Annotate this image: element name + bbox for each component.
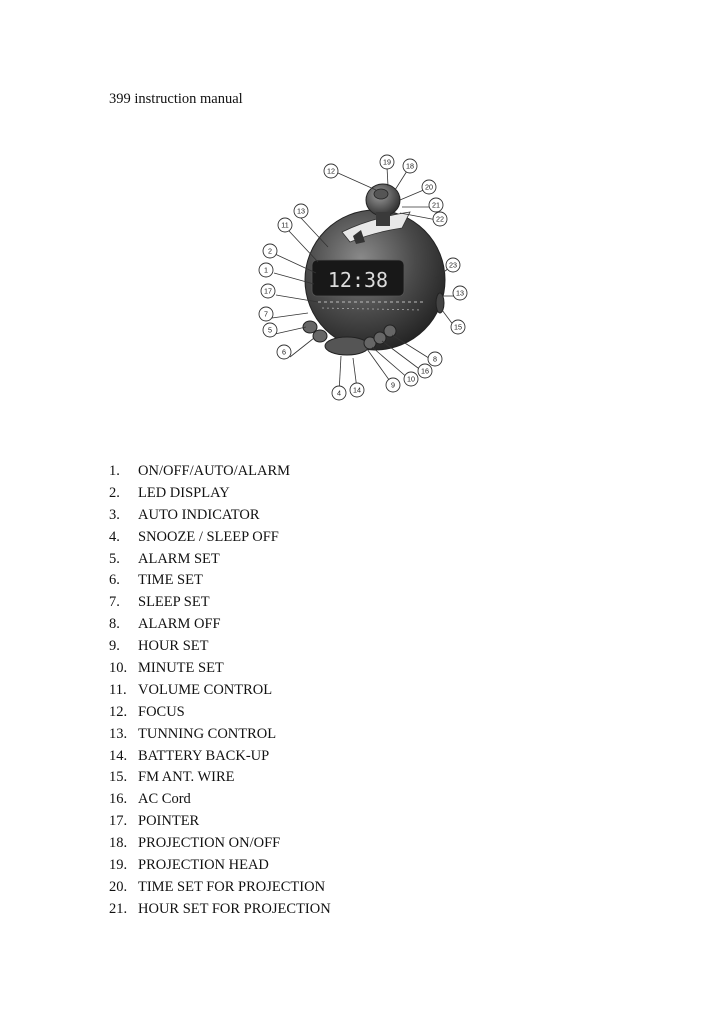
item-number: 1. <box>109 463 120 479</box>
item-number: 13. <box>109 725 128 742</box>
list-item <box>109 505 331 527</box>
item-number: 10. <box>109 660 128 677</box>
svg-text:8: 8 <box>433 354 437 364</box>
list-item <box>109 570 331 592</box>
callout-7 <box>259 307 273 321</box>
item-label: AC Cord <box>138 791 191 808</box>
svg-text:2: 2 <box>268 246 272 256</box>
callout-10 <box>404 372 418 386</box>
item-number: 5. <box>109 550 120 567</box>
callout-16 <box>418 364 432 378</box>
callout-15 <box>451 320 465 334</box>
svg-text:21: 21 <box>432 200 440 210</box>
item-label: ALARM SET <box>138 550 220 567</box>
callout-2 <box>263 244 277 258</box>
item-label: PROJECTION ON/OFF <box>138 835 281 852</box>
list-item <box>109 855 331 877</box>
item-label: PROJECTION HEAD <box>138 857 269 874</box>
list-item <box>109 789 331 811</box>
svg-text:17: 17 <box>264 286 272 296</box>
callout-5 <box>263 323 277 337</box>
list-item <box>109 746 331 768</box>
item-number: 21. <box>109 900 128 917</box>
svg-text:13: 13 <box>456 288 464 298</box>
item-number: 4. <box>109 528 120 545</box>
svg-text:20: 20 <box>425 182 433 192</box>
callout-11 <box>278 218 292 232</box>
item-number: 18. <box>109 835 128 852</box>
callout-20 <box>422 180 436 194</box>
svg-text:14: 14 <box>353 385 361 395</box>
list-item <box>109 483 331 505</box>
list-item <box>109 702 331 724</box>
svg-text:18: 18 <box>406 161 414 171</box>
svg-text:12: 12 <box>327 166 335 176</box>
callout-12 <box>324 164 338 178</box>
item-label: AUTO INDICATOR <box>138 506 260 523</box>
item-label: FOCUS <box>138 703 185 720</box>
item-label: SNOOZE / SLEEP OFF <box>138 528 279 545</box>
item-number: 20. <box>109 878 128 895</box>
list-item <box>109 724 331 746</box>
list-item <box>109 614 331 636</box>
svg-text:9: 9 <box>391 380 395 390</box>
item-number: 15. <box>109 769 128 786</box>
item-label: BATTERY BACK-UP <box>138 747 270 764</box>
callout-14 <box>350 383 364 397</box>
item-label: SLEEP SET <box>138 594 210 611</box>
list-item <box>109 877 331 899</box>
svg-text:5: 5 <box>268 325 272 335</box>
button-left-2 <box>313 330 327 342</box>
callout-22 <box>433 212 447 226</box>
svg-text:16: 16 <box>421 366 429 376</box>
item-label: ON/OFF/AUTO/ALARM <box>138 463 291 479</box>
list-item <box>109 527 331 549</box>
callout-23 <box>446 258 460 272</box>
callout-19 <box>380 155 394 169</box>
list-item <box>109 833 331 855</box>
callout-6 <box>277 345 291 359</box>
list-item <box>109 680 331 702</box>
parts-list <box>109 461 331 921</box>
clock-product-diagram <box>250 150 480 405</box>
svg-text:6: 6 <box>282 347 286 357</box>
list-item <box>109 899 331 921</box>
svg-text:19: 19 <box>383 157 391 167</box>
callout-4 <box>332 386 346 400</box>
item-number: 16. <box>109 791 128 808</box>
svg-text:1: 1 <box>264 265 268 275</box>
list-item <box>109 461 331 483</box>
item-number: 7. <box>109 594 120 611</box>
svg-text:22: 22 <box>436 214 444 224</box>
list-item <box>109 811 331 833</box>
item-label: TUNNING CONTROL <box>138 725 277 742</box>
svg-text:13: 13 <box>297 206 305 216</box>
callout-13-top <box>294 204 308 218</box>
svg-text:7: 7 <box>264 309 268 319</box>
svg-text:11: 11 <box>281 220 289 230</box>
button-right-3 <box>384 325 396 337</box>
item-number: 12. <box>109 703 128 720</box>
item-number: 19. <box>109 857 128 874</box>
item-label: HOUR SET FOR PROJECTION <box>138 900 331 917</box>
clock-illustration <box>250 150 480 405</box>
svg-text:23: 23 <box>449 260 457 270</box>
callout-18 <box>403 159 417 173</box>
item-label: VOLUME CONTROL <box>138 681 273 698</box>
item-label: ALARM OFF <box>138 616 221 633</box>
callout-21 <box>429 198 443 212</box>
item-number: 14. <box>109 747 128 764</box>
item-label: LED DISPLAY <box>138 484 230 501</box>
item-number: 9. <box>109 638 120 655</box>
document-title: 399 instruction manual <box>109 91 243 107</box>
item-number: 6. <box>109 572 120 589</box>
item-number: 8. <box>109 616 120 633</box>
item-label: TIME SET <box>138 572 203 589</box>
item-label: POINTER <box>138 813 200 830</box>
svg-text:15: 15 <box>454 322 462 332</box>
item-number: 11. <box>109 681 127 698</box>
projection-neck <box>376 212 390 226</box>
list-item <box>109 592 331 614</box>
list-item <box>109 767 331 789</box>
item-number: 17. <box>109 813 128 830</box>
svg-text:4: 4 <box>337 388 341 398</box>
list-item <box>109 658 331 680</box>
item-number: 2. <box>109 484 120 501</box>
item-label: HOUR SET <box>138 638 209 655</box>
projection-lens <box>374 189 388 199</box>
snooze-bar <box>325 337 369 355</box>
item-label: TIME SET FOR PROJECTION <box>138 878 326 895</box>
list-item <box>109 636 331 658</box>
callout-13-right <box>453 286 467 300</box>
callout-8 <box>428 352 442 366</box>
led-time-digits: 12:38 <box>327 268 389 292</box>
item-label: FM ANT. WIRE <box>138 769 235 786</box>
callout-1 <box>259 263 273 277</box>
list-item <box>109 549 331 571</box>
callout-17 <box>261 284 275 298</box>
callout-9 <box>386 378 400 392</box>
item-label: MINUTE SET <box>138 660 224 677</box>
item-number: 3. <box>109 506 120 523</box>
svg-text:10: 10 <box>407 374 415 384</box>
